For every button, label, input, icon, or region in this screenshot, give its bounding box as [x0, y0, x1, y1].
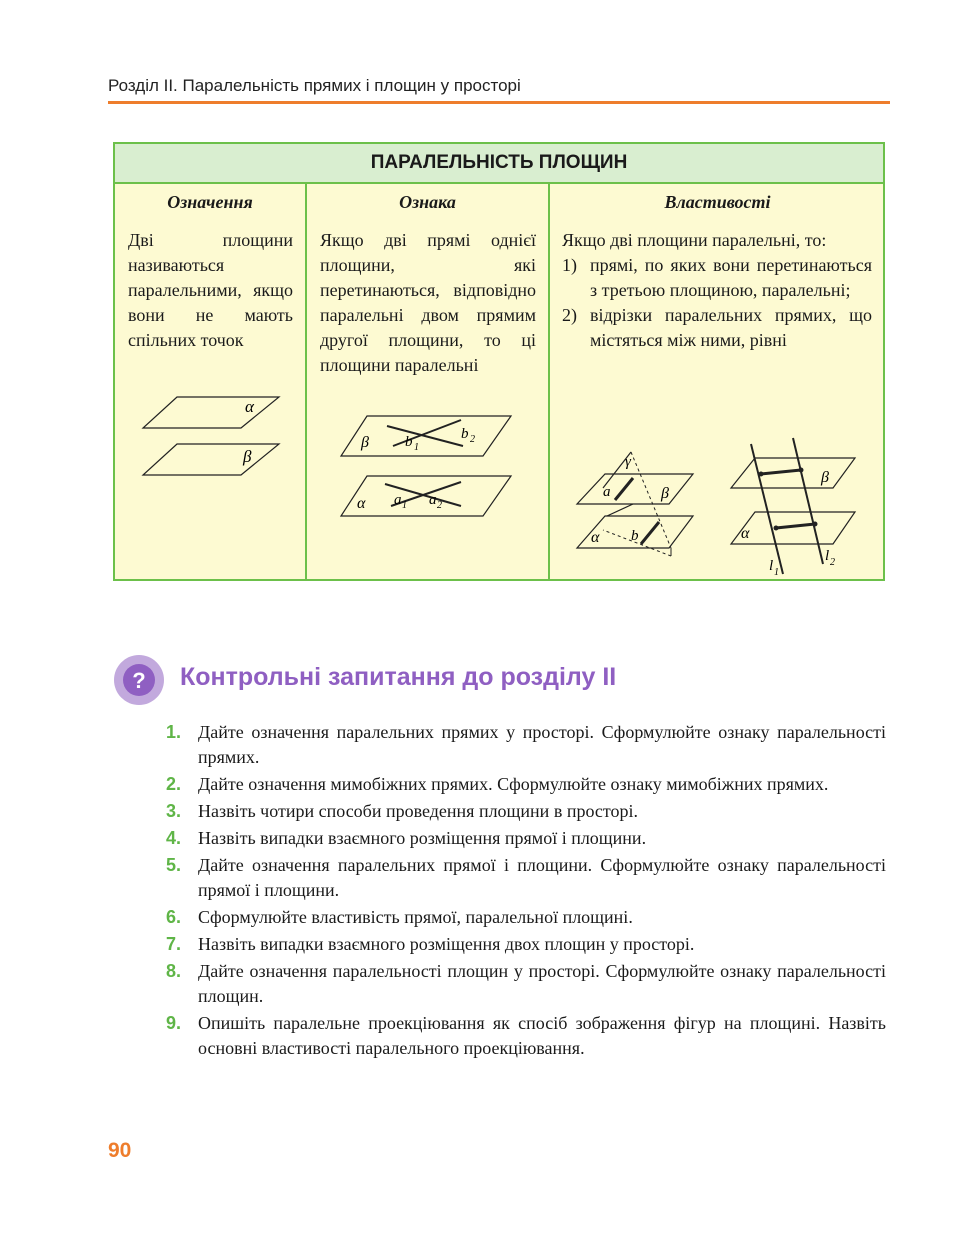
- label-beta: β: [661, 485, 669, 502]
- property-2-figure: [727, 436, 862, 586]
- label-gamma: γ: [625, 454, 631, 470]
- questions-list: [166, 720, 886, 1063]
- criterion-figure: [337, 410, 517, 530]
- label-beta: β: [243, 447, 252, 466]
- question-item: 8. Дайте означення паралельності площин у просторі. Сформулюйте ознаку паралельності площин.: [166, 961, 886, 1006]
- line-l2: [793, 438, 823, 564]
- col-properties-text: [562, 228, 872, 353]
- label-a1-sub: 1: [402, 500, 407, 511]
- property-item: 2) відрізки паралельних прямих, що містяться між ними, рівні: [562, 305, 872, 350]
- label-a2: a: [429, 492, 437, 508]
- label-a: a: [603, 484, 611, 500]
- label-l1-sub: 1: [774, 567, 779, 578]
- col-criterion-title: Ознака: [399, 192, 456, 212]
- label-b1-sub: 1: [414, 442, 419, 453]
- summary-table: [113, 142, 885, 581]
- question-item: 1. Дайте означення паралельних прямих у просторі. Сформулюйте ознаку паралельності прямих.: [166, 722, 886, 767]
- property-item: 1) прямі, по яких вони перетинаються з третьою площиною, паралельні;: [562, 255, 872, 300]
- label-l2-sub: 2: [830, 557, 835, 568]
- label-l1: l: [769, 558, 774, 574]
- plane-alpha: [143, 397, 279, 428]
- label-beta: β: [821, 469, 829, 486]
- label-a2-sub: 2: [437, 500, 442, 511]
- column-divider: [548, 182, 550, 579]
- question-item: 4. Назвіть випадки взаємного розміщення прямої і площини.: [166, 828, 647, 848]
- col-criterion-text: Якщо дві прямі однієї площини, які перетинаються, відповідно паралельні двом прямим другої площини, то ці площини паралельні: [320, 230, 536, 375]
- col-properties-title: Властивості: [664, 192, 771, 212]
- plane-gamma-edge: [607, 504, 633, 516]
- label-b2: b: [461, 426, 469, 442]
- parallel-planes-figure: [139, 392, 289, 492]
- question-item: 7. Назвіть випадки взаємного розміщення двох площин у просторі.: [166, 934, 695, 954]
- header-rule: [108, 101, 890, 104]
- label-alpha: α: [591, 529, 600, 546]
- plane-alpha: [731, 512, 855, 544]
- svg-text:?: ?: [132, 668, 146, 693]
- label-beta: β: [361, 434, 369, 451]
- point: [774, 526, 779, 531]
- col-definition-text: Дві площини називаються паралельними, якщо вони не мають спільних точок: [128, 230, 293, 350]
- question-icon: [114, 655, 164, 705]
- plane-beta: [577, 474, 693, 504]
- plane-beta: [143, 444, 279, 475]
- column-divider: [305, 182, 307, 579]
- line-l1: [751, 444, 783, 574]
- label-b2-sub: 2: [470, 434, 475, 445]
- questions-title: Контрольні запитання до розділу ІІ: [180, 663, 617, 691]
- question-item: 6. Сформулюйте властивість прямої, паралельної площині.: [166, 907, 633, 927]
- question-item: 3. Назвіть чотири способи проведення площини в просторі.: [166, 801, 639, 821]
- label-l2: l: [825, 548, 830, 564]
- segment-top: [761, 470, 801, 474]
- line-b: [641, 522, 659, 544]
- page-number: 90: [108, 1139, 132, 1162]
- plane-beta: [731, 458, 855, 488]
- point: [799, 468, 804, 473]
- label-b1: b: [405, 434, 413, 450]
- col-definition-title: Означення: [167, 192, 253, 212]
- label-alpha: α: [357, 495, 366, 512]
- property-1-figure: [575, 448, 700, 583]
- question-item: 9. Опишіть паралельне проекціювання як спосіб зображення фігур на площині. Назвіть основні властивості паралельного проекціювання.: [166, 1013, 886, 1058]
- properties-intro: Якщо дві площини паралельні, то:: [562, 230, 827, 250]
- point: [813, 522, 818, 527]
- label-alpha: α: [245, 397, 254, 416]
- segment-bottom: [776, 524, 815, 528]
- running-title: Розділ ІІ. Паралельність прямих і площин у просторі: [108, 76, 521, 95]
- line-a: [615, 478, 633, 500]
- label-alpha: α: [741, 525, 750, 542]
- question-item: 5. Дайте означення паралельних прямої і площини. Сформулюйте ознаку паралельності прямої і площини.: [166, 855, 886, 900]
- question-item: 2. Дайте означення мимобіжних прямих. Сформулюйте ознаку мимобіжних прямих.: [166, 774, 829, 794]
- point: [759, 472, 764, 477]
- label-b: b: [631, 528, 639, 544]
- table-title: ПАРАЛЕЛЬНІСТЬ ПЛОЩИН: [115, 144, 883, 184]
- label-a1: a: [394, 492, 402, 508]
